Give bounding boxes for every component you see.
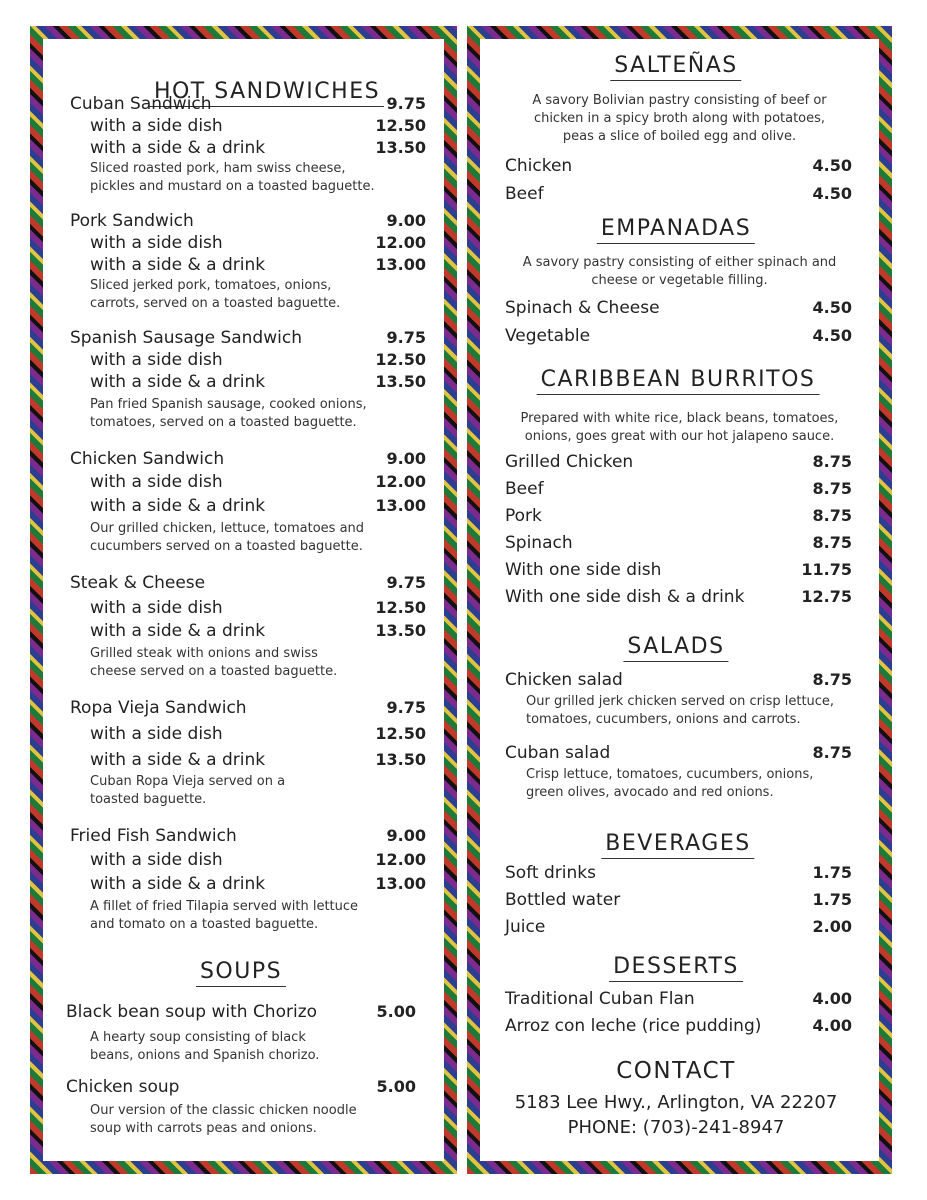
hot-sandwiches-heading: HOT SANDWICHES bbox=[150, 79, 384, 107]
menu-item-description: Cuban Ropa Vieja served on a bbox=[90, 774, 286, 789]
menu-item-name: Arroz con leche (rice pudding) bbox=[505, 1016, 762, 1036]
menu-item-price: 8.75 bbox=[812, 506, 852, 525]
left-menu-panel bbox=[30, 26, 457, 1174]
menu-item-description: toasted baguette. bbox=[90, 792, 207, 807]
menu-item-description: A fillet of fried Tilapia served with lettuce bbox=[90, 899, 359, 914]
menu-item-price: 4.50 bbox=[812, 184, 852, 203]
empanadas-heading: EMPANADAS bbox=[597, 216, 755, 244]
menu-item-drink: with a side & a drink bbox=[90, 138, 266, 158]
menu-item-side: with a side dish bbox=[90, 724, 223, 744]
menu-item-name: Cuban salad bbox=[505, 743, 611, 763]
menu-item-price: 9.00 bbox=[386, 449, 426, 468]
menu-item-price: 9.75 bbox=[386, 328, 426, 347]
menu-item-price: 9.75 bbox=[386, 94, 426, 113]
right-menu-content bbox=[480, 39, 879, 1161]
menu-item-description: cheese served on a toasted baguette. bbox=[90, 664, 338, 679]
menu-item-price: 1.75 bbox=[812, 863, 852, 882]
menu-item-side-price: 12.50 bbox=[375, 350, 426, 369]
menu-item-price: 11.75 bbox=[801, 560, 852, 579]
menu-item-description: pickles and mustard on a toasted baguette. bbox=[90, 179, 375, 194]
burritos-heading: CARIBBEAN BURRITOS bbox=[537, 367, 820, 395]
menu-item-name: Pork Sandwich bbox=[70, 211, 194, 231]
menu-item-side-price: 12.00 bbox=[375, 472, 426, 491]
menu-item-price: 8.75 bbox=[812, 533, 852, 552]
section-description: A savory pastry consisting of either spinach and bbox=[522, 255, 837, 270]
menu-item-name: Beef bbox=[505, 184, 544, 204]
menu-item-drink: with a side & a drink bbox=[90, 874, 266, 894]
menu-item-description: A hearty soup consisting of black bbox=[90, 1030, 306, 1045]
menu-item-description: Crisp lettuce, tomatoes, cucumbers, onions, bbox=[526, 767, 814, 782]
menu-item-description: Sliced jerked pork, tomatoes, onions, bbox=[90, 278, 332, 293]
menu-item-name: Chicken soup bbox=[66, 1077, 180, 1097]
menu-item-name: Ropa Vieja Sandwich bbox=[70, 698, 247, 718]
menu-item-side: with a side dish bbox=[90, 472, 223, 492]
menu-item-price: 9.75 bbox=[386, 698, 426, 717]
section-description: peas a slice of boiled egg and olive. bbox=[562, 129, 797, 144]
menu-item-name: Chicken salad bbox=[505, 670, 623, 690]
menu-item-name: Spanish Sausage Sandwich bbox=[70, 328, 302, 348]
menu-item-name: Cuban Sandwich bbox=[70, 94, 212, 114]
menu-item-name: Juice bbox=[505, 917, 546, 937]
menu-item-drink-price: 13.00 bbox=[375, 255, 426, 274]
menu-item-price: 5.00 bbox=[376, 1077, 416, 1096]
menu-item-description: and tomato on a toasted baguette. bbox=[90, 917, 319, 932]
menu-item-name: Spinach bbox=[505, 533, 573, 553]
menu-item-description: green olives, avocado and red onions. bbox=[526, 785, 774, 800]
menu-item-drink: with a side & a drink bbox=[90, 750, 266, 770]
soups-heading: SOUPS bbox=[196, 959, 286, 987]
menu-item-side-price: 12.00 bbox=[375, 233, 426, 252]
menu-item-name: Beef bbox=[505, 479, 544, 499]
menu-item-price: 4.50 bbox=[812, 156, 852, 175]
section-description: Prepared with white rice, black beans, tomatoes, bbox=[520, 411, 839, 426]
menu-item-price: 5.00 bbox=[376, 1002, 416, 1021]
menu-item-description: soup with carrots peas and onions. bbox=[90, 1121, 317, 1136]
menu-item-side-price: 12.00 bbox=[375, 850, 426, 869]
menu-item-drink: with a side & a drink bbox=[90, 372, 266, 392]
contact-heading: CONTACT bbox=[616, 1058, 736, 1084]
menu-item-description: Sliced roasted pork, ham swiss cheese, bbox=[90, 161, 346, 176]
menu-item-price: 8.75 bbox=[812, 479, 852, 498]
menu-item-name: With one side dish bbox=[505, 560, 662, 580]
menu-item-name: Steak & Cheese bbox=[70, 573, 206, 593]
menu-item-price: 4.50 bbox=[812, 298, 852, 317]
menu-item-price: 2.00 bbox=[812, 917, 852, 936]
menu-item-name: Pork bbox=[505, 506, 542, 526]
left-menu-content bbox=[43, 39, 444, 1161]
menu-item-name: Fried Fish Sandwich bbox=[70, 826, 237, 846]
menu-item-name: Chicken Sandwich bbox=[70, 449, 225, 469]
menu-item-side-price: 12.50 bbox=[375, 724, 426, 743]
menu-item-drink-price: 13.50 bbox=[375, 750, 426, 769]
menu-item-side: with a side dish bbox=[90, 850, 223, 870]
menu-item-name: Soft drinks bbox=[505, 863, 596, 883]
menu-item-drink: with a side & a drink bbox=[90, 255, 266, 275]
menu-item-price: 1.75 bbox=[812, 890, 852, 909]
saltenas-heading: SALTEÑAS bbox=[610, 53, 741, 81]
menu-item-name: Chicken bbox=[505, 156, 573, 176]
menu-item-name: Vegetable bbox=[505, 326, 591, 346]
menu-item-price: 8.75 bbox=[812, 452, 852, 471]
menu-item-price: 4.00 bbox=[812, 989, 852, 1008]
salads-heading: SALADS bbox=[623, 634, 728, 662]
menu-item-drink-price: 13.00 bbox=[375, 496, 426, 515]
menu-item-side: with a side dish bbox=[90, 233, 223, 253]
beverages-heading: BEVERAGES bbox=[601, 831, 754, 859]
section-description: cheese or vegetable filling. bbox=[591, 273, 768, 288]
menu-item-name: Traditional Cuban Flan bbox=[505, 989, 695, 1009]
menu-item-price: 8.75 bbox=[812, 670, 852, 689]
menu-item-description: carrots, served on a toasted baguette. bbox=[90, 296, 341, 311]
menu-item-price: 9.00 bbox=[386, 826, 426, 845]
menu-item-description: Our grilled jerk chicken served on crisp lettuce, bbox=[526, 694, 835, 709]
menu-item-drink-price: 13.00 bbox=[375, 874, 426, 893]
menu-item-name: Grilled Chicken bbox=[505, 452, 634, 472]
menu-item-side: with a side dish bbox=[90, 598, 223, 618]
menu-item-drink-price: 13.50 bbox=[375, 372, 426, 391]
menu-item-price: 8.75 bbox=[812, 743, 852, 762]
menu-item-side: with a side dish bbox=[90, 116, 223, 136]
section-description: chicken in a spicy broth along with potatoes, bbox=[533, 111, 826, 126]
menu-item-price: 4.00 bbox=[812, 1016, 852, 1035]
menu-item-drink: with a side & a drink bbox=[90, 496, 266, 516]
menu-item-name: Spinach & Cheese bbox=[505, 298, 660, 318]
menu-item-price: 12.75 bbox=[801, 587, 852, 606]
menu-item-drink: with a side & a drink bbox=[90, 621, 266, 641]
section-description: onions, goes great with our hot jalapeno sauce. bbox=[524, 429, 835, 444]
menu-item-description: Grilled steak with onions and swiss bbox=[90, 646, 318, 661]
menu-item-drink-price: 13.50 bbox=[375, 621, 426, 640]
menu-item-name: Black bean soup with Chorizo bbox=[66, 1002, 318, 1022]
desserts-heading: DESSERTS bbox=[609, 954, 743, 982]
menu-item-drink-price: 13.50 bbox=[375, 138, 426, 157]
menu-item-description: Our version of the classic chicken noodle bbox=[90, 1103, 357, 1118]
menu-item-description: tomatoes, cucumbers, onions and carrots. bbox=[526, 712, 801, 727]
menu-item-name: Bottled water bbox=[505, 890, 621, 910]
menu-item-description: Our grilled chicken, lettuce, tomatoes and bbox=[90, 521, 365, 536]
menu-item-price: 4.50 bbox=[812, 326, 852, 345]
menu-item-description: Pan fried Spanish sausage, cooked onions, bbox=[90, 397, 367, 412]
contact-address: 5183 Lee Hwy., Arlington, VA 22207 bbox=[514, 1092, 838, 1113]
menu-item-description: cucumbers served on a toasted baguette. bbox=[90, 539, 363, 554]
menu-item-description: beans, onions and Spanish chorizo. bbox=[90, 1048, 320, 1063]
menu-item-side: with a side dish bbox=[90, 350, 223, 370]
menu-item-price: 9.00 bbox=[386, 211, 426, 230]
menu-item-side-price: 12.50 bbox=[375, 116, 426, 135]
menu-item-side-price: 12.50 bbox=[375, 598, 426, 617]
menu-item-price: 9.75 bbox=[386, 573, 426, 592]
menu-item-description: tomatoes, served on a toasted baguette. bbox=[90, 415, 357, 430]
menu-item-name: With one side dish & a drink bbox=[505, 587, 745, 607]
contact-phone: PHONE: (703)-241-8947 bbox=[567, 1117, 785, 1138]
right-menu-panel bbox=[467, 26, 892, 1174]
section-description: A savory Bolivian pastry consisting of beef or bbox=[532, 93, 827, 108]
